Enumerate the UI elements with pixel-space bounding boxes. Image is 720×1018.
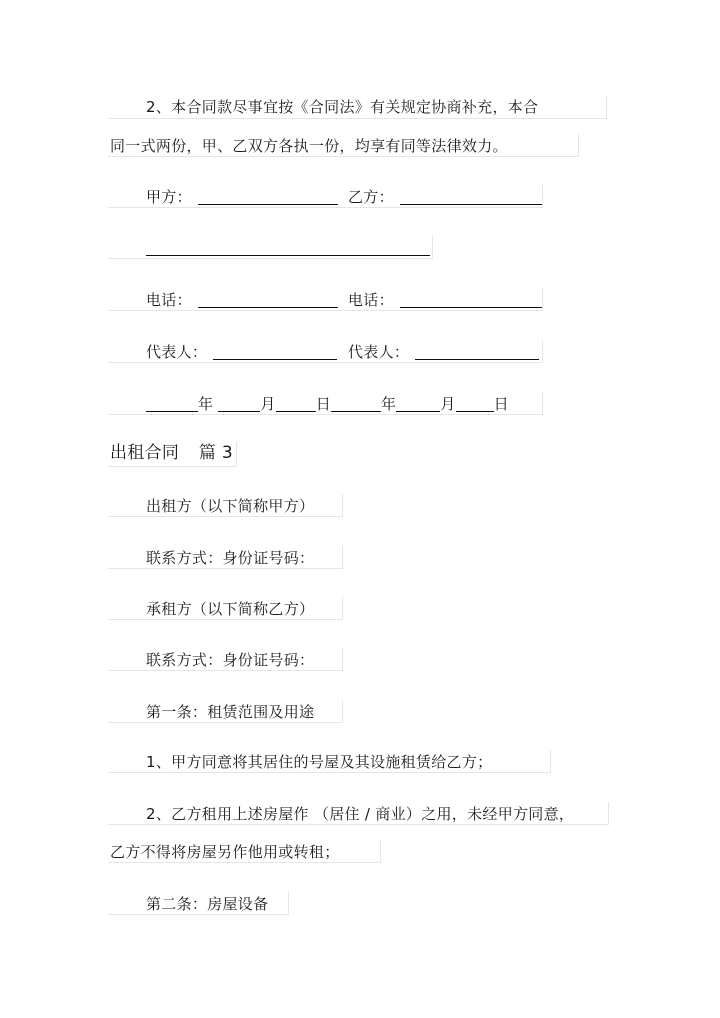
rep-a-label: 代表人： (146, 343, 208, 361)
contract-title: 出租合同 (110, 443, 180, 463)
rep-b-blank[interactable] (415, 343, 539, 360)
lessee-contact-line: 联系方式：身份证号码： (146, 651, 315, 669)
day-b-label: 日 (493, 395, 509, 413)
month-b-blank[interactable] (396, 395, 440, 412)
day-b-blank[interactable] (456, 395, 494, 412)
party-a-label: 甲方： (146, 188, 192, 206)
address-row (146, 238, 430, 258)
clause-2-line-2: 同一式两份，甲、乙双方各执一份，均享有同等法律效力。 (110, 137, 508, 155)
section-number: 篇 3 (198, 443, 234, 463)
article-2-title: 第二条：房屋设备 (146, 895, 269, 913)
address-blank[interactable] (146, 239, 430, 256)
day-a-label: 日 (315, 395, 332, 413)
clause-2-line-1: 2、本合同款尽事宜按《合同法》有关规定协商补充，本合 (146, 98, 539, 116)
rep-b-label: 代表人： (348, 343, 410, 361)
month-a-blank[interactable] (218, 395, 260, 412)
year-b-blank[interactable] (331, 395, 381, 412)
contract-3-heading (110, 443, 233, 463)
phone-a-row (146, 290, 338, 310)
party-b-label: 乙方： (348, 188, 394, 206)
article-1-title: 第一条：租赁范围及用途 (146, 703, 315, 721)
phone-a-blank[interactable] (198, 291, 338, 308)
party-a-blank[interactable] (198, 188, 338, 205)
article-1-item-2-line-2: 乙方不得将房屋另作他用或转租； (110, 843, 340, 861)
date-row (146, 394, 509, 414)
year-b-label: 年 (381, 395, 397, 413)
article-1-item-2-line-1: 2、乙方租用上述房屋作 （居住 / 商业）之用，未经甲方同意， (146, 805, 575, 823)
year-a-label: 年 (198, 395, 214, 413)
rep-a-blank[interactable] (213, 343, 337, 360)
lessor-contact-line: 联系方式：身份证号码： (146, 549, 315, 567)
phone-b-blank[interactable] (400, 291, 542, 308)
party-b-row (348, 187, 542, 207)
month-b-label: 月 (440, 395, 456, 413)
day-a-blank[interactable] (276, 395, 316, 412)
year-a-blank[interactable] (146, 395, 198, 412)
rep-a-row (146, 342, 337, 362)
phone-b-row (348, 290, 542, 310)
lessee-line: 承租方（以下简称乙方） (146, 600, 315, 618)
party-a-row (146, 187, 338, 207)
rep-b-row (348, 342, 539, 362)
article-1-item-1: 1、甲方同意将其居住的号屋及其设施租赁给乙方； (146, 753, 493, 771)
phone-b-label: 电话： (348, 291, 394, 309)
lessor-line: 出租方（以下简称甲方） (146, 497, 315, 515)
month-a-label: 月 (260, 395, 276, 413)
phone-a-label: 电话： (146, 291, 192, 309)
party-b-blank[interactable] (400, 188, 542, 205)
